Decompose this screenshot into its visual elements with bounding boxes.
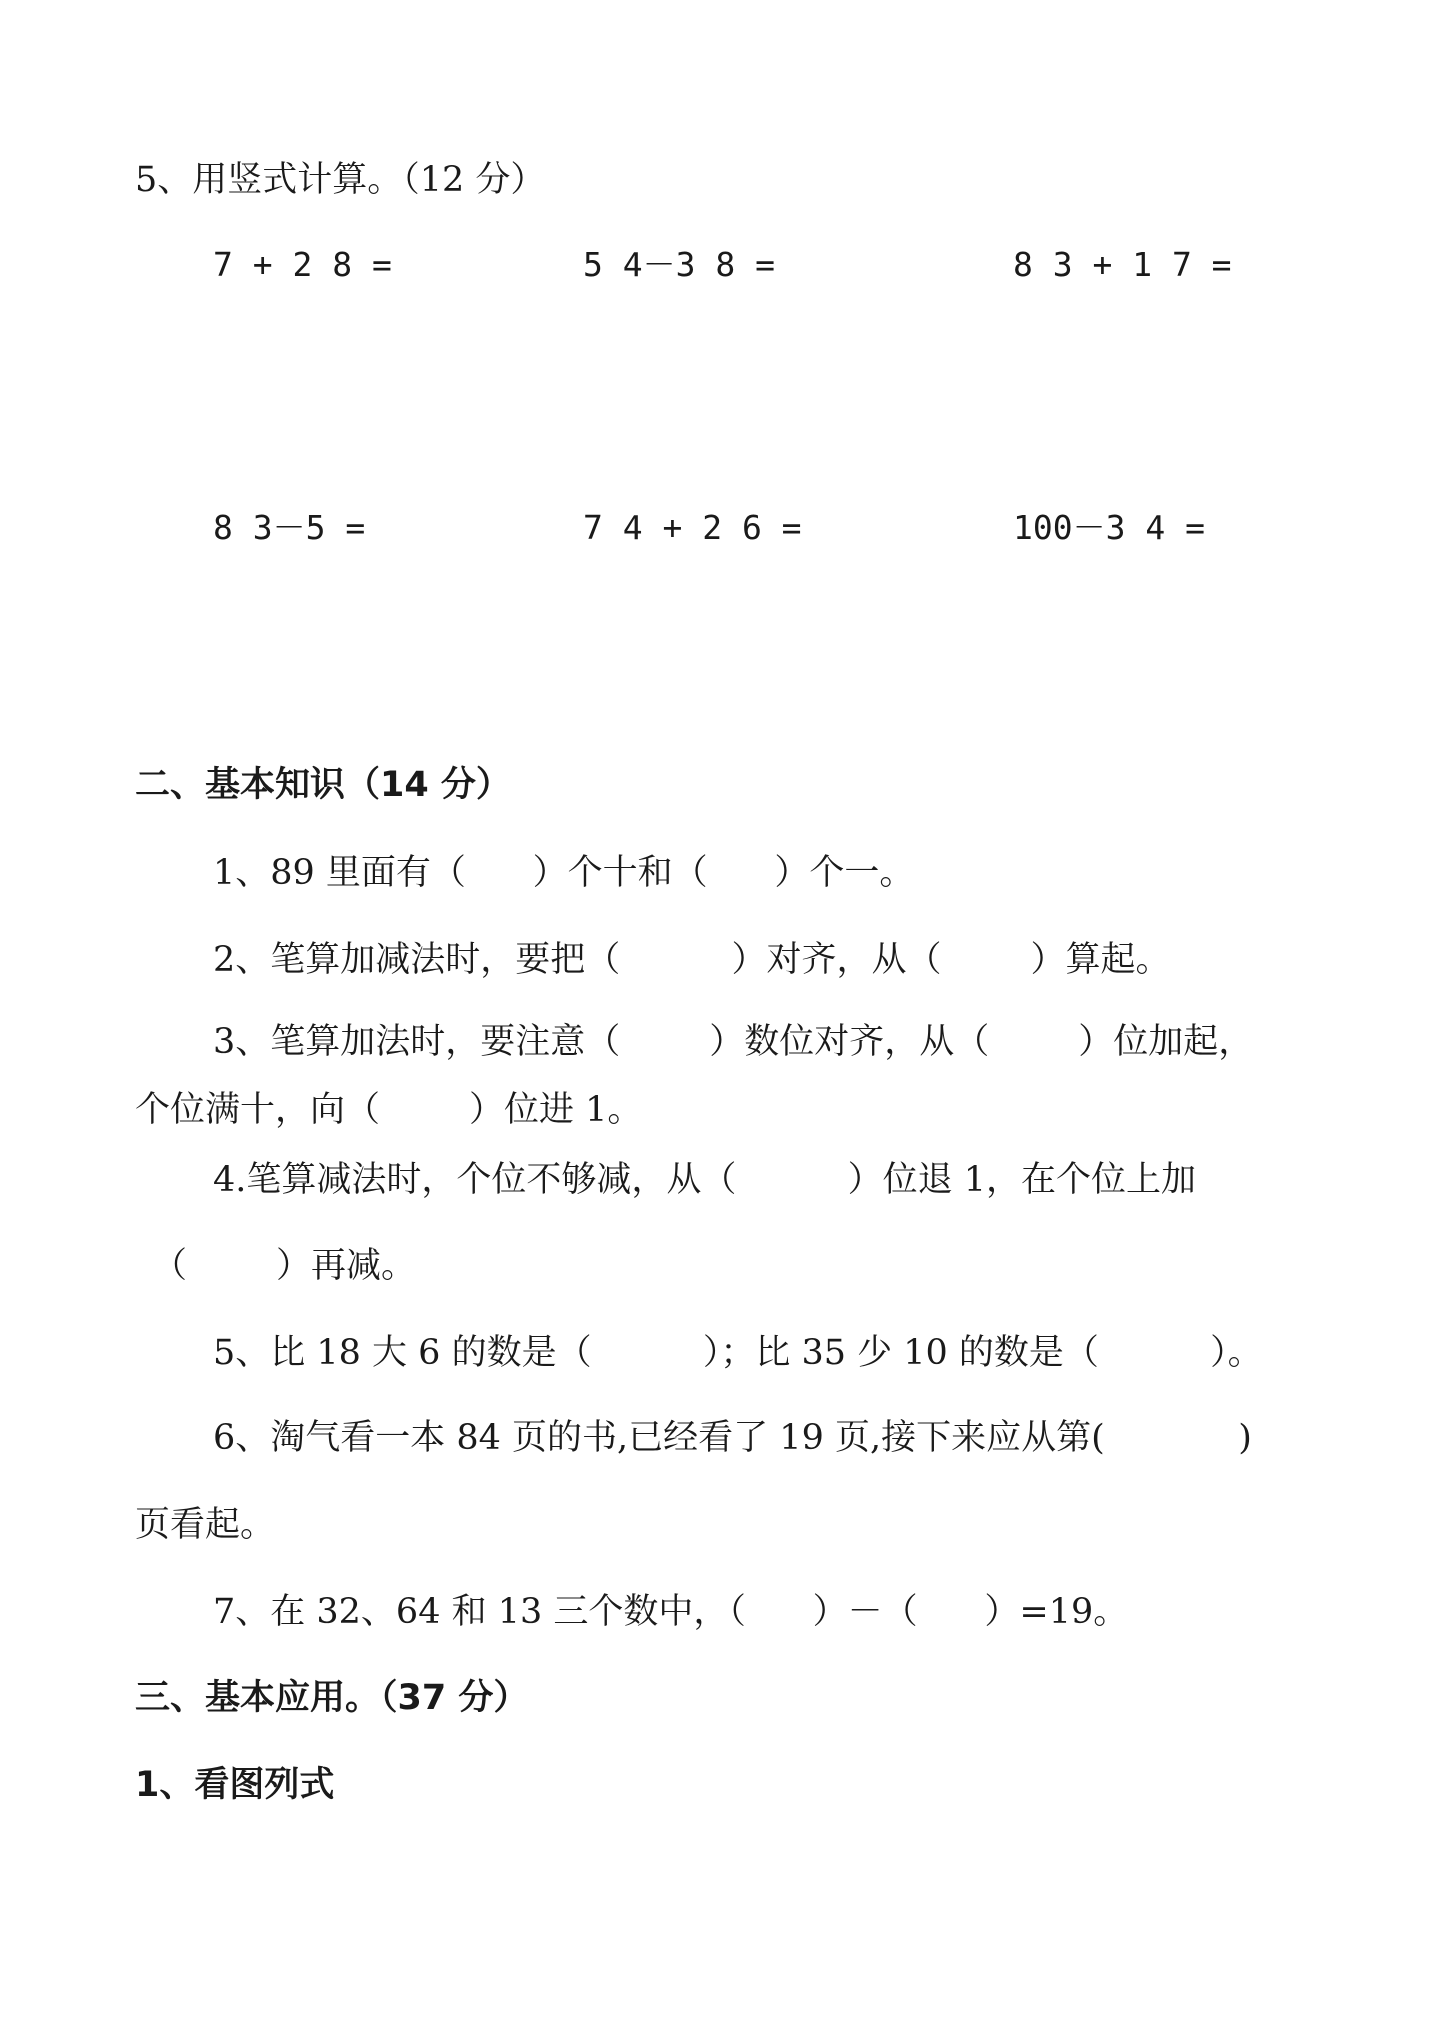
question-1: 1、89 里面有（ ）个十和（ ）个一。	[213, 853, 915, 893]
section-heading-basic-knowledge: 二、基本知识（14 分）	[135, 765, 511, 805]
question-3-line-1: 3、笔算加法时，要注意（ ）数位对齐，从（ ）位加起，	[213, 1022, 1254, 1062]
question-6-line-1: 6、淘气看一本 84 页的书,已经看了 19 页,接下来应从第( )	[213, 1418, 1252, 1458]
calc-problem: 5 4－3 8 =	[583, 245, 775, 284]
calc-problem: 7 + 2 8 =	[213, 245, 392, 284]
calc-problem: 7 4 + 2 6 =	[583, 508, 802, 547]
question-2: 2、笔算加减法时，要把（ ）对齐，从（ ）算起。	[213, 940, 1171, 980]
question-6-line-2: 页看起。	[135, 1505, 276, 1545]
question-4-line-2: （ ）再减。	[152, 1246, 417, 1286]
calc-problem: 100－3 4 =	[1013, 508, 1205, 547]
question-5: 5、比 18 大 6 的数是（ ）；比 35 少 10 的数是（ ）。	[213, 1333, 1263, 1373]
calc-section-title: 5、用竖式计算。（12 分）	[135, 160, 546, 200]
calc-problem: 8 3－5 =	[213, 508, 366, 547]
section-heading-basic-application: 三、基本应用。（37 分）	[135, 1678, 529, 1718]
question-7: 7、在 32、64 和 13 三个数中，（ ）－（ ）=19。	[213, 1592, 1129, 1632]
question-3-line-2: 个位满十，向（ ）位进 1。	[135, 1090, 643, 1130]
subsection-picture-equation: 1、看图列式	[135, 1765, 335, 1805]
calc-problem: 8 3 + 1 7 =	[1013, 245, 1232, 284]
question-4-line-1: 4.笔算减法时，个位不够减，从（ ）位退 1，在个位上加	[213, 1160, 1197, 1200]
